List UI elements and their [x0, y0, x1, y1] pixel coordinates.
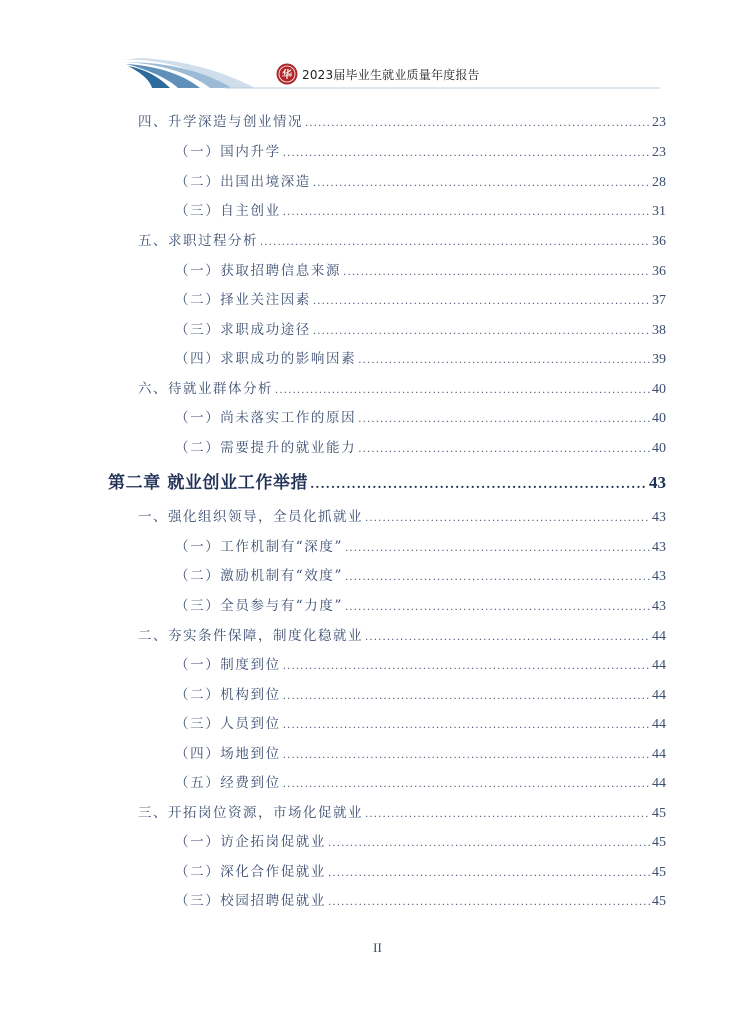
toc-entry-page: 37 — [652, 293, 666, 308]
toc-entry-label: （二）激励机制有“效度” — [175, 568, 344, 584]
toc-leader-dots — [328, 838, 650, 849]
toc-entry-label: （一）国内升学 — [175, 144, 281, 160]
toc-entry-subsection[interactable] — [175, 535, 666, 555]
toc-entry-label: （四）求职成功的影响因素 — [175, 351, 357, 367]
toc-leader-dots — [358, 444, 650, 455]
toc-entry-label: 三、开拓岗位资源，市场化促就业 — [138, 805, 363, 821]
toc-entry-label: （二）择业关注因素 — [175, 292, 311, 308]
toc-leader-dots — [365, 809, 650, 820]
toc-leader-dots — [283, 779, 650, 790]
toc-entry-subsection[interactable] — [175, 259, 666, 279]
toc-entry-page: 38 — [652, 323, 666, 338]
toc-entry-page: 45 — [652, 835, 666, 850]
toc-entry-page: 23 — [652, 145, 666, 160]
report-title: 2023届毕业生就业质量年度报告 — [302, 68, 480, 82]
toc-entry-page: 39 — [652, 352, 666, 367]
toc-entry-page: 23 — [652, 115, 666, 130]
toc-entry-page: 43 — [649, 473, 666, 492]
toc-leader-dots — [365, 632, 650, 643]
toc-entry-subsection[interactable] — [175, 406, 666, 426]
toc-entry-label: （一）制度到位 — [175, 657, 281, 673]
toc-leader-dots — [345, 543, 650, 554]
toc-entry-label: （二）深化合作促就业 — [175, 864, 326, 880]
toc-entry-subsection[interactable] — [175, 594, 666, 614]
toc-entry-section[interactable] — [138, 801, 666, 821]
toc-entry-subsection[interactable] — [175, 318, 666, 338]
toc-entry-label: 六、待就业群体分析 — [138, 381, 273, 397]
toc-leader-dots — [358, 414, 650, 425]
toc-leader-dots — [283, 661, 650, 672]
toc-entry-page: 31 — [652, 204, 666, 219]
toc-entry-page: 40 — [652, 441, 666, 456]
toc-leader-dots — [328, 868, 650, 879]
toc-leader-dots — [283, 750, 650, 761]
toc-entry-label: （四）场地到位 — [175, 746, 281, 762]
toc-chapter-label: 第二章 就业创业工作举措 — [108, 473, 309, 493]
toc-entry-section[interactable] — [138, 505, 666, 525]
toc-entry-subsection[interactable] — [175, 564, 666, 584]
toc-entry-label: （五）经费到位 — [175, 775, 281, 791]
toc-entry-subsection[interactable] — [175, 683, 666, 703]
toc-entry-page: 28 — [652, 175, 666, 190]
toc-entry-section[interactable] — [138, 229, 666, 249]
toc-entry-label: （一）尚未落实工作的原因 — [175, 410, 357, 426]
toc-entry-page: 44 — [652, 688, 666, 703]
toc-entry-label: （一）获取招聘信息来源 — [175, 263, 342, 279]
toc-entry-section[interactable] — [138, 624, 666, 644]
toc-entry-label: 一、强化组织领导，全员化抓就业 — [138, 509, 363, 525]
toc-entry-page: 43 — [652, 569, 666, 584]
toc-entry-page: 44 — [652, 717, 666, 732]
toc-entry-page: 44 — [652, 747, 666, 762]
toc-entry-subsection[interactable] — [175, 288, 666, 308]
toc-leader-dots — [283, 691, 650, 702]
toc-entry-page: 36 — [652, 264, 666, 279]
toc-leader-dots — [343, 267, 650, 278]
toc-entry-label: （三）求职成功途径 — [175, 322, 311, 338]
toc-leader-dots — [313, 178, 650, 189]
toc-entry-page: 43 — [652, 510, 666, 525]
svg-text:华: 华 — [282, 70, 292, 81]
toc-leader-dots — [313, 326, 650, 337]
toc-entry-subsection[interactable] — [175, 436, 666, 456]
toc-entry-label: （三）自主创业 — [175, 203, 281, 219]
toc-entry-subsection[interactable] — [175, 347, 666, 367]
toc-entry-page: 44 — [652, 776, 666, 791]
toc-leader-dots — [305, 118, 650, 129]
toc-entry-subsection[interactable] — [175, 860, 666, 880]
toc-entry-page: 40 — [652, 382, 666, 397]
toc-entry-subsection[interactable] — [175, 712, 666, 732]
toc-entry-subsection[interactable] — [175, 653, 666, 673]
toc-leader-dots — [313, 296, 650, 307]
toc-leader-dots — [310, 477, 647, 491]
toc-leader-dots — [345, 572, 650, 583]
toc-leader-dots — [328, 897, 650, 908]
toc-entry-subsection[interactable] — [175, 889, 666, 909]
toc-leader-dots — [260, 237, 650, 248]
toc-entry-subsection[interactable] — [175, 771, 666, 791]
toc-entry-label: （三）校园招聘促就业 — [175, 893, 326, 909]
toc-entry-page: 45 — [652, 865, 666, 880]
toc-entry-page: 43 — [652, 599, 666, 614]
toc-entry-section[interactable] — [138, 377, 666, 397]
toc-entry-page: 43 — [652, 540, 666, 555]
toc-leader-dots — [358, 355, 650, 366]
toc-entry-label: （二）需要提升的就业能力 — [175, 440, 357, 456]
toc-entry-label: （三）人员到位 — [175, 716, 281, 732]
toc-entry-label: （二）机构到位 — [175, 687, 281, 703]
toc-entry-label: 五、求职过程分析 — [138, 233, 258, 249]
toc-entry-subsection[interactable] — [175, 199, 666, 219]
toc-entry-label: 四、升学深造与创业情况 — [138, 114, 303, 130]
toc-entry-label: （二）出国出境深造 — [175, 174, 311, 190]
toc-leader-dots — [283, 148, 650, 159]
toc-entry-page: 36 — [652, 234, 666, 249]
toc-entry-subsection[interactable] — [175, 140, 666, 160]
toc-entry-subsection[interactable] — [175, 742, 666, 762]
toc-entry-label: 二、夯实条件保障，制度化稳就业 — [138, 628, 363, 644]
toc-leader-dots — [275, 385, 650, 396]
toc-leader-dots — [283, 207, 650, 218]
toc-entry-page: 45 — [652, 894, 666, 909]
toc-entry-label: （三）全员参与有“力度” — [175, 598, 344, 614]
toc-entry-section[interactable] — [138, 110, 666, 130]
toc-entry-page: 40 — [652, 411, 666, 426]
toc-leader-dots — [345, 602, 650, 613]
toc-entry-chapter[interactable] — [108, 468, 666, 493]
toc-leader-dots — [365, 513, 650, 524]
page-number: II — [373, 940, 382, 955]
toc-entry-subsection[interactable] — [175, 830, 666, 850]
toc-entry-label: （一）访企拓岗促就业 — [175, 834, 326, 850]
toc-entry-subsection[interactable] — [175, 170, 666, 190]
toc-entry-page: 44 — [652, 658, 666, 673]
toc-leader-dots — [283, 720, 650, 731]
toc-entry-label: （一）工作机制有“深度” — [175, 539, 344, 555]
toc-entry-page: 45 — [652, 806, 666, 821]
toc-entry-page: 44 — [652, 629, 666, 644]
